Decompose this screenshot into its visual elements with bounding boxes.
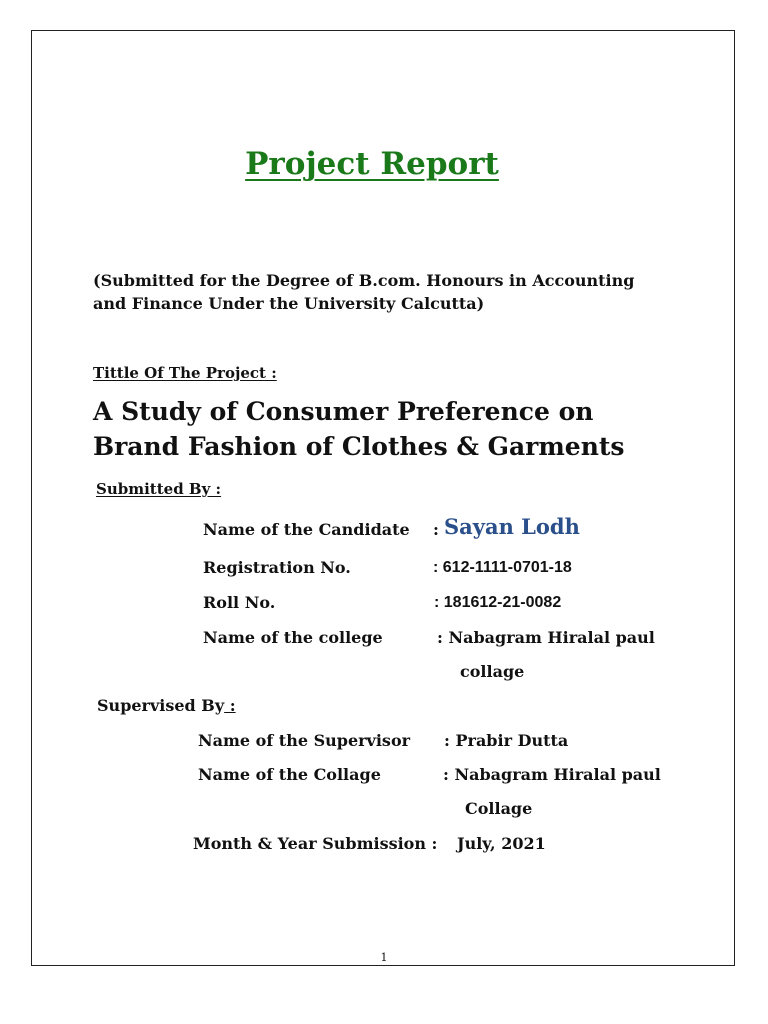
degree-line-1: (Submitted for the Degree of B.com. Honours in Accounting <box>93 271 635 290</box>
submitted-by-label: Submitted By : <box>96 480 222 498</box>
college-value: : Nabagram Hiralal paul <box>437 628 655 647</box>
registration-label: Registration No. <box>203 558 351 577</box>
submission-label: Month & Year Submission : <box>193 834 438 853</box>
candidate-name-colon: : <box>433 520 439 539</box>
registration-value: : 612-1111-0701-18 <box>433 559 572 576</box>
college-label: Name of the college <box>203 628 383 647</box>
project-title-label: Tittle Of The Project : <box>93 364 277 382</box>
page-title: Project Report <box>245 146 499 182</box>
supervisor-name-label: Name of the Supervisor <box>198 731 411 750</box>
submission-value: July, 2021 <box>457 834 546 853</box>
page-number: 1 <box>380 951 388 964</box>
candidate-name-value: Sayan Lodh <box>444 514 580 539</box>
degree-line-2: and Finance Under the University Calcutta) <box>93 294 485 313</box>
supervised-by-text: Supervised By <box>97 696 225 715</box>
roll-label: Roll No. <box>203 593 276 612</box>
supervisor-college-value-continued: Collage <box>465 799 533 818</box>
supervisor-college-value: : Nabagram Hiralal paul <box>443 765 661 784</box>
project-title-line-1: A Study of Consumer Preference on <box>93 397 594 426</box>
supervisor-name-value: : Prabir Dutta <box>444 731 569 750</box>
project-title-line-2: Brand Fashion of Clothes & Garments <box>93 432 625 461</box>
supervised-by-label <box>97 696 236 715</box>
candidate-name-label: Name of the Candidate <box>203 520 410 539</box>
college-value-continued: collage <box>460 662 525 681</box>
supervisor-college-label: Name of the Collage <box>198 765 381 784</box>
roll-value: : 181612-21-0082 <box>434 594 562 611</box>
supervised-by-colon: : <box>224 696 236 715</box>
